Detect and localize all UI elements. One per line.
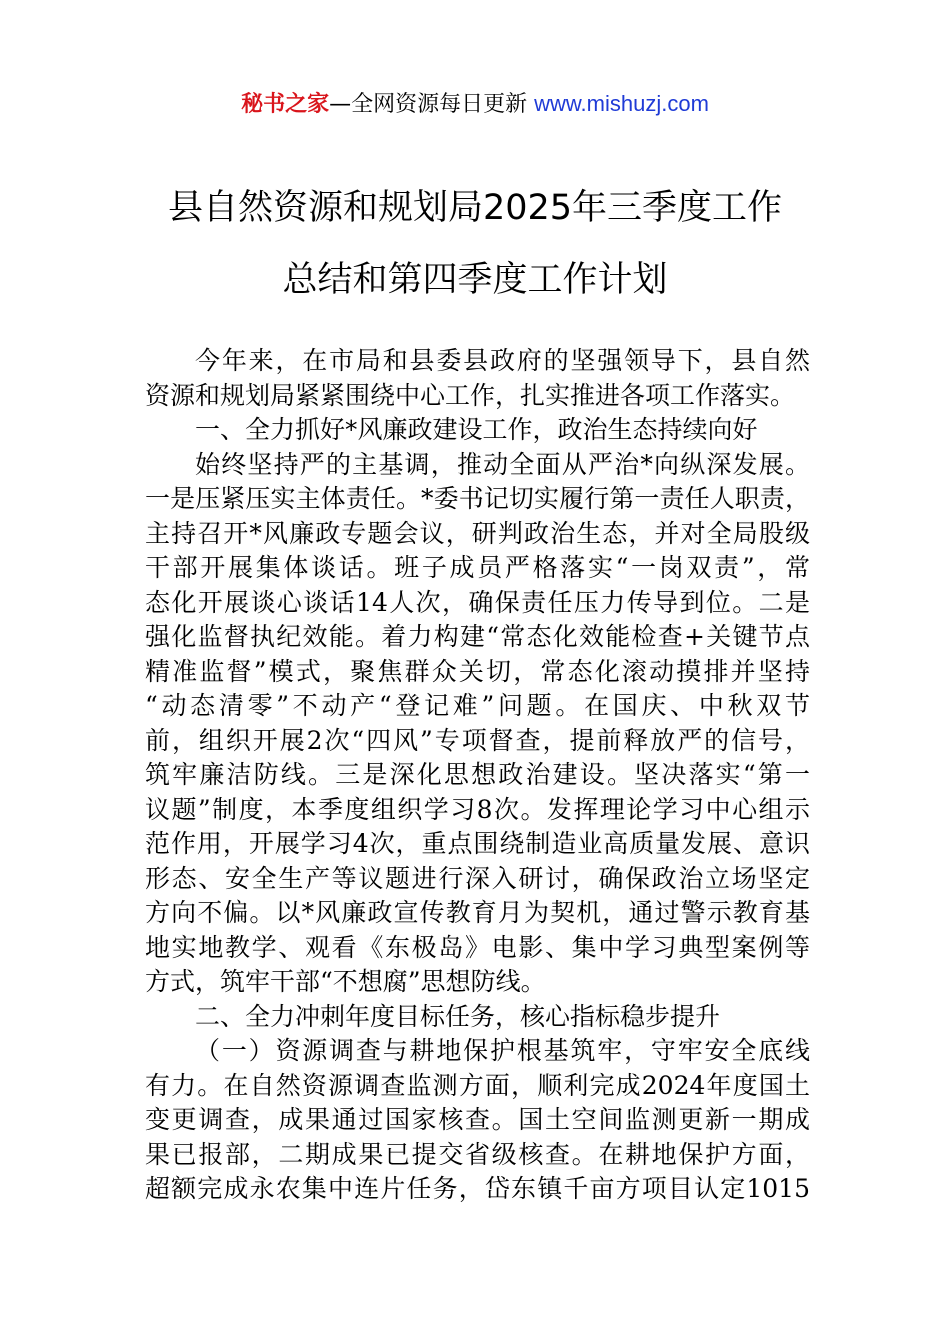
body-line: 前，组织开展2次“四风”专项督查，提前释放严的信号， [145, 725, 810, 755]
body-line: 今年来，在市局和县委县政府的坚强领导下，县自然 [195, 346, 810, 375]
body-line: 干部开展集体谈话。班子成员严格落实“一岗双责”，常 [145, 553, 810, 582]
body-line: 强化监督执纪效能。着力构建“常态化效能检查+关键节点 [145, 622, 810, 651]
subsection-heading-line: （一）资源调查与耕地保护根基筑牢，守牢安全底线 [195, 1036, 810, 1065]
body-line: 超额完成永农集中连片任务，岱东镇千亩方项目认定1015 [145, 1174, 810, 1203]
body-line: 主持召开*风廉政专题会议，研判政治生态，并对全局股级 [145, 518, 810, 548]
section-heading-1: 一、全力抓好*风廉政建设工作，政治生态持续向好 [195, 415, 758, 444]
body-line: 方式，筑牢干部“不想腐”思想防线。 [145, 967, 546, 996]
site-name: 秘书之家 [241, 92, 330, 117]
body-line: 方向不偏。以*风廉政宣传教育月为契机，通过警示教育基 [145, 898, 810, 927]
body-line: “动态清零”不动产“登记难”问题。在国庆、中秋双节 [145, 691, 810, 720]
site-header [0, 88, 950, 121]
body-line: 地实地教学、观看《东极岛》电影、集中学习典型案例等 [145, 932, 810, 962]
body-line: 果已报部，二期成果已提交省级核查。在耕地保护方面， [145, 1139, 810, 1169]
body-line: 议题”制度，本季度组织学习8次。发挥理论学习中心组示 [145, 794, 810, 824]
body-line: 资源和规划局紧紧围绕中心工作，扎实推进各项工作落实。 [145, 380, 796, 410]
site-url-link[interactable]: www.mishuzj.com [534, 91, 709, 116]
body-line: 一是压紧压实主体责任。*委书记切实履行第一责任人职责， [145, 484, 810, 513]
body-line: 范作用，开展学习4次，重点围绕制造业高质量发展、意识 [145, 829, 810, 858]
site-tagline: —全网资源每日更新 [329, 92, 528, 117]
body-line: 变更调查，成果通过国家核查。国土空间监测更新一期成 [145, 1105, 810, 1134]
section-heading-2: 二、全力冲刺年度目标任务，核心指标稳步提升 [195, 1001, 721, 1031]
body-line: 形态、安全生产等议题进行深入研讨，确保政治立场坚定 [145, 863, 810, 893]
body-line: 筑牢廉洁防线。三是深化思想政治建设。坚决落实“第一 [145, 760, 810, 789]
document-title-line-1: 县自然资源和规划局2025年三季度工作 [167, 188, 783, 228]
body-line: 精准监督”模式，聚焦群众关切，常态化滚动摸排并坚持 [145, 656, 810, 686]
body-line: 态化开展谈心谈话14人次，确保责任压力传导到位。二是 [145, 587, 810, 617]
document-body [145, 344, 810, 1207]
body-line: 始终坚持严的主基调，推动全面从严治*向纵深发展。 [195, 449, 810, 479]
document-title-line-2: 总结和第四季度工作计划 [282, 260, 668, 300]
body-line: 有力。在自然资源调查监测方面，顺利完成2024年度国土 [145, 1070, 810, 1100]
